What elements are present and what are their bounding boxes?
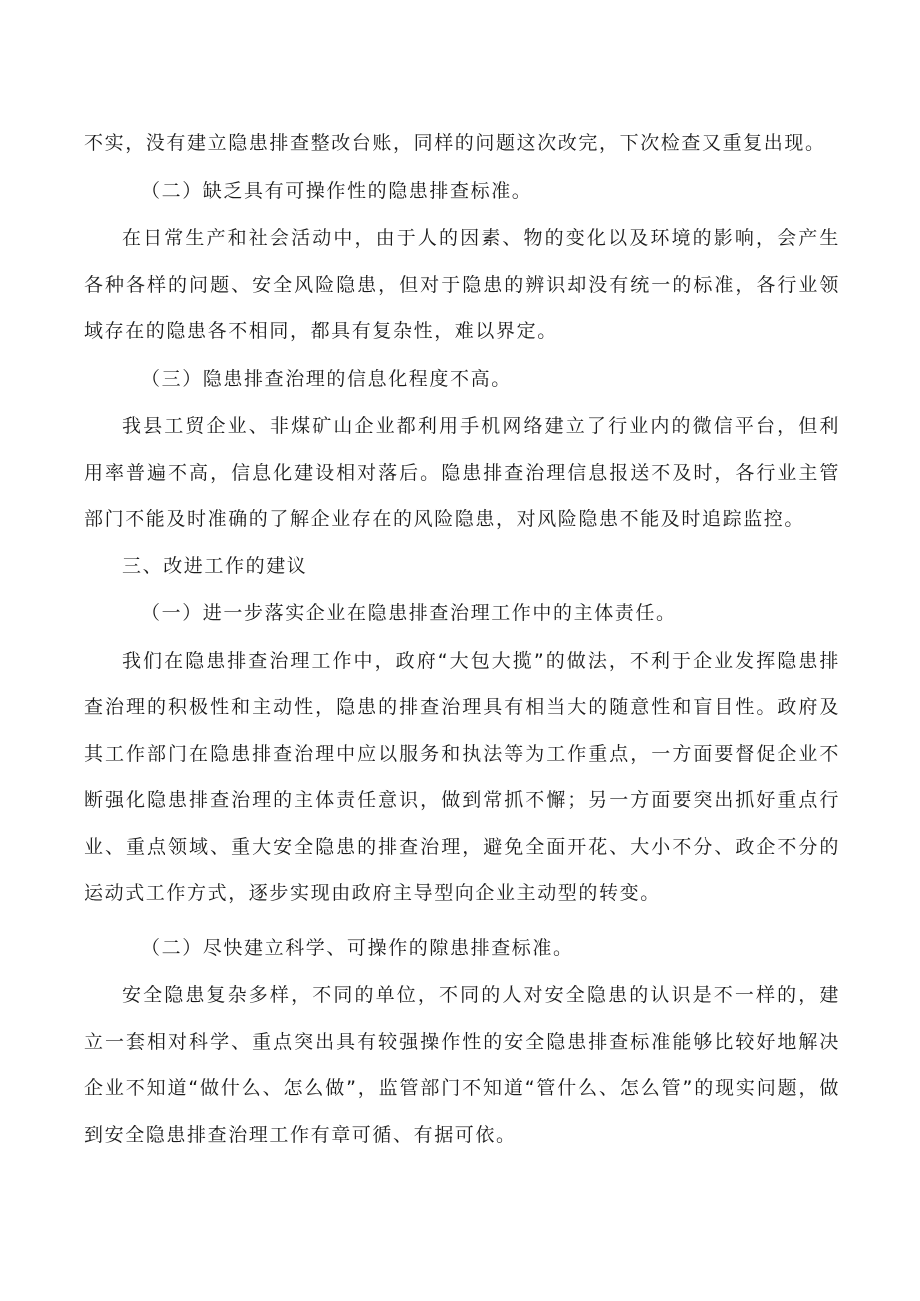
- section-heading-suggestions: 三、改进工作的建议: [122, 554, 308, 577]
- subheading-3-informatization: （三）隐患排查治理的信息化程度不高。: [141, 367, 512, 390]
- paragraph-standards-benefits: 安全隐患复杂多样，不同的单位，不同的人对安全隐患的认识是不一样的，建立一套相对科学、重点突出具有较强操作性的安全隐患排查标准能够比较好地解决企业不知道“做什么、怎么做”，监管部门不知道“管什么、怎么管”的现实问题，做到安全隐患排查治理工作有章可循、有据可依。: [84, 984, 840, 1146]
- subheading-2-lack-of-standards: （二）缺乏具有可操作性的隐患排查标准。: [141, 179, 533, 202]
- paragraph-government-role: 我们在隐患排查治理工作中，政府“大包大揽”的做法，不利于企业发挥隐患排查治理的积极性和主动性，隐患的排查治理具有相当大的随意性和盲目性。政府及其工作部门在隐患排查治理中应以服务和执法等为工作重点，一方面要督促企业不断强化隐患排查治理的主体责任意识，做到常抓不懈；另一方面要突出抓好重点行业、重点领域、重大安全隐患的排查治理，避免全面开花、大小不分、政企不分的运动式工作方式，逐步实现由政府主导型向企业主动型的转变。: [84, 649, 840, 904]
- document-body: [84, 120, 840, 1158]
- subheading-1-enterprise-responsibility: （一）进一步落实企业在隐患排查治理工作中的主体责任。: [141, 602, 677, 624]
- paragraph-hazard-identification: 在日常生产和社会活动中，由于人的因素、物的变化以及环境的影响，会产生各种各样的问题、安全风险隐患，但对于隐患的辨识却没有统一的标准，各行业领域存在的隐患各不相同，都具有复杂性，难以界定。: [84, 227, 840, 342]
- subheading-2-build-standards: （二）尽快建立科学、可操作的隙患排查标准。: [141, 936, 574, 959]
- paragraph-continuation: 不实，没有建立隐患排查整改台账，同样的问题这次改完，下次检查又重复出现。: [84, 132, 826, 154]
- paragraph-wechat-platform: 我县工贸企业、非煤矿山企业都利用手机网络建立了行业内的微信平台，但利用率普遍不高，信息化建设相对落后。隐患排查治理信息报送不及时，各行业主管部门不能及时准确的了解企业存在的风险隐患，对风险隐患不能及时追踪监控。: [84, 415, 840, 530]
